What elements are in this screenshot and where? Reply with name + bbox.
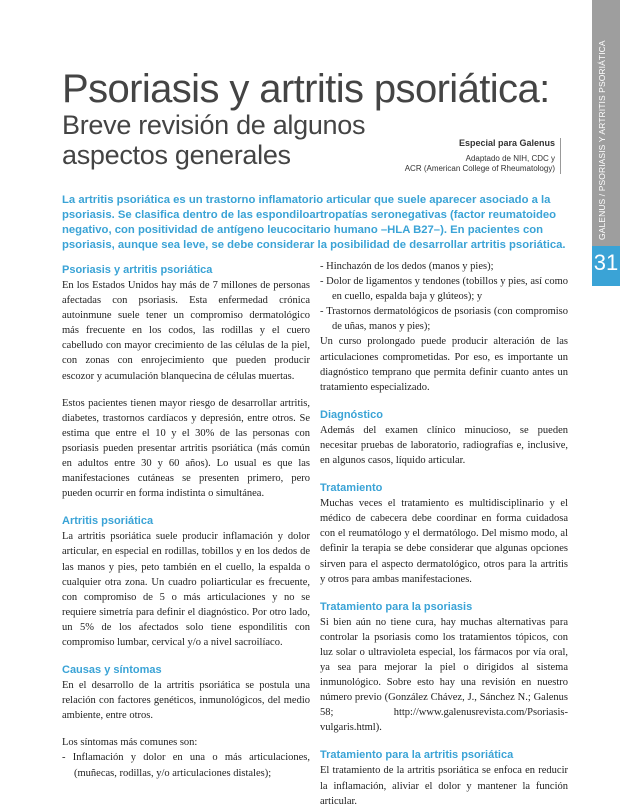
byline-author: Especial para Galenus: [458, 138, 555, 148]
paragraph: En los Estados Unidos hay más de 7 millones de personas afectadas con psoriasis. Esta enfermedad crónica autoinmune suele tener un compromiso dermatológico más frecuente en los codos, las rodillas y el cuero cabelludo con mayor crecimiento de las células de la piel, con zonas con enrojecimiento que pueden producir escozor y acumulación blanquecina de células muertas.: [62, 280, 310, 382]
paragraph: Muchas veces el tratamiento es multidisciplinario y el médico de cabecera debe coordinar en forma cuidadosa con el reumatólogo y el dermatólogo. Del mismo modo, al definir la terapia se debe considerar que algunas opciones sirven para el aspecto dermatológico, otros para la artritis y otros para ambas manifestaciones.: [320, 498, 568, 585]
paragraph: Además del examen clínico minucioso, se pueden necesitar pruebas de laboratorio, radiografías e, inclusive, en algunos casos, líquido articular.: [320, 424, 568, 467]
paragraph: Estos pacientes tienen mayor riesgo de desarrollar artritis, diabetes, trastornos cardíacos y depresión, entre otros. Se estima que entre el 10 y el 30% de las personas con psoriasis pueden presentar artritis psoriática (más común en adultos entre 30 y 60 años). Lo usual es que las manifestaciones cutáneas se presenten primero, pero pueden ocurrir en forma indistinta o simultánea.: [62, 397, 310, 500]
symptom-list: [62, 750, 310, 780]
right-column: [320, 259, 568, 809]
symptom-list-continued: [320, 259, 568, 334]
list-item: - Inflamación y dolor en una o más articulaciones, (muñecas, rodillas, y/o articulaciones distales);: [62, 750, 310, 780]
paragraph: Si bien aún no tiene cura, hay muchas alternativas para controlar la psoriasis como los tratamientos tópicos, con luz solar o ultravioleta especial, los fármacos por vía oral, ya sea para mejorar la piel o dirigidos al sistema inmunológico. Sobre esto hay una revisión en nuestro número previo (González Chávez, J., Sánchez N.; Galenus 58; http://www.galenusrevista.com/Psoriasis-vulgaris.html).: [320, 616, 568, 734]
list-item: - Trastornos dermatológicos de psoriasis (con compromiso de uñas, manos y pies);: [320, 304, 568, 334]
byline-divider: [560, 138, 561, 174]
list-item: - Dolor de ligamentos y tendones (tobillos y pies, así como en cuello, espalda baja y glúteos); y: [320, 274, 568, 304]
section-heading: Tratamiento para la psoriasis: [320, 600, 473, 613]
section-heading: Tratamiento para la artritis psoriática: [320, 749, 514, 762]
byline-source-2: ACR (American College of Rheumatology): [404, 164, 555, 173]
section-heading: Causas y síntomas: [62, 664, 162, 677]
paragraph: Un curso prolongado puede producir alteración de las articulaciones comprometidas. Por eso, es importante un diagnóstico temprano que permita definir cuanto antes un tratamiento especializado.: [320, 336, 568, 393]
paragraph: Los síntomas más comunes son:: [62, 737, 198, 749]
section-heading: Artritis psoriática: [62, 515, 154, 528]
left-column: [62, 262, 310, 781]
lead-paragraph: La artritis psoriática es un trastorno inflamatorio articular que suele aparecer asociado a la psoriasis. Se clasifica dentro de las espondiloartropatías seronegativas (factor reumatoideo negativo, con positividad de antígeno leucocitario humano –HLA B27–). En pacientes con psoriasis, aunque sea leve, se debe considerar la posibilidad de desarrollar artritis psoriática.: [62, 194, 566, 251]
section-heading: Diagnóstico: [320, 408, 383, 421]
list-item: - Hinchazón de los dedos (manos y pies);: [320, 259, 568, 274]
paragraph: En el desarrollo de la artritis psoriática se postula una relación con factores genéticos, inmunológicos, del medio ambiente, entre otros.: [62, 680, 310, 722]
running-head: GALENUS / PSORIASIS Y ARTRITIS PSORIÁTICA: [597, 40, 607, 240]
paragraph: La artritis psoriática suele producir inflamación y dolor articular, en especial en rodillas, tobillos y en los dedos de las manos y pies, peto también en el cuello, la espalda o cualquier otra zona. Un cuadro poliarticular es frecuente, con compromiso de 5 o más articulaciones y no se requiere simetría para definir el diagnóstico. Por otro lado, un 5% de los afectados solo tiene espondilitis con compromiso lumbar, cervical y/o a nivel sacroilíaco.: [62, 531, 310, 648]
paragraph: El tratamiento de la artritis psoriática se enfoca en reducir la inflamación, aliviar el dolor y mantener la función articular.: [320, 765, 568, 807]
section-heading: Tratamiento: [320, 482, 383, 495]
byline: [400, 138, 555, 174]
title-line-2: Breve revisión de algunos aspectos generales: [62, 110, 366, 170]
page-number: 31: [593, 250, 619, 275]
title-line-1: Psoriasis y artritis psoriática:: [62, 67, 550, 111]
section-heading: Psoriasis y artritis psoriática: [62, 264, 213, 276]
byline-source-1: Adaptado de NIH, CDC y: [465, 154, 555, 163]
